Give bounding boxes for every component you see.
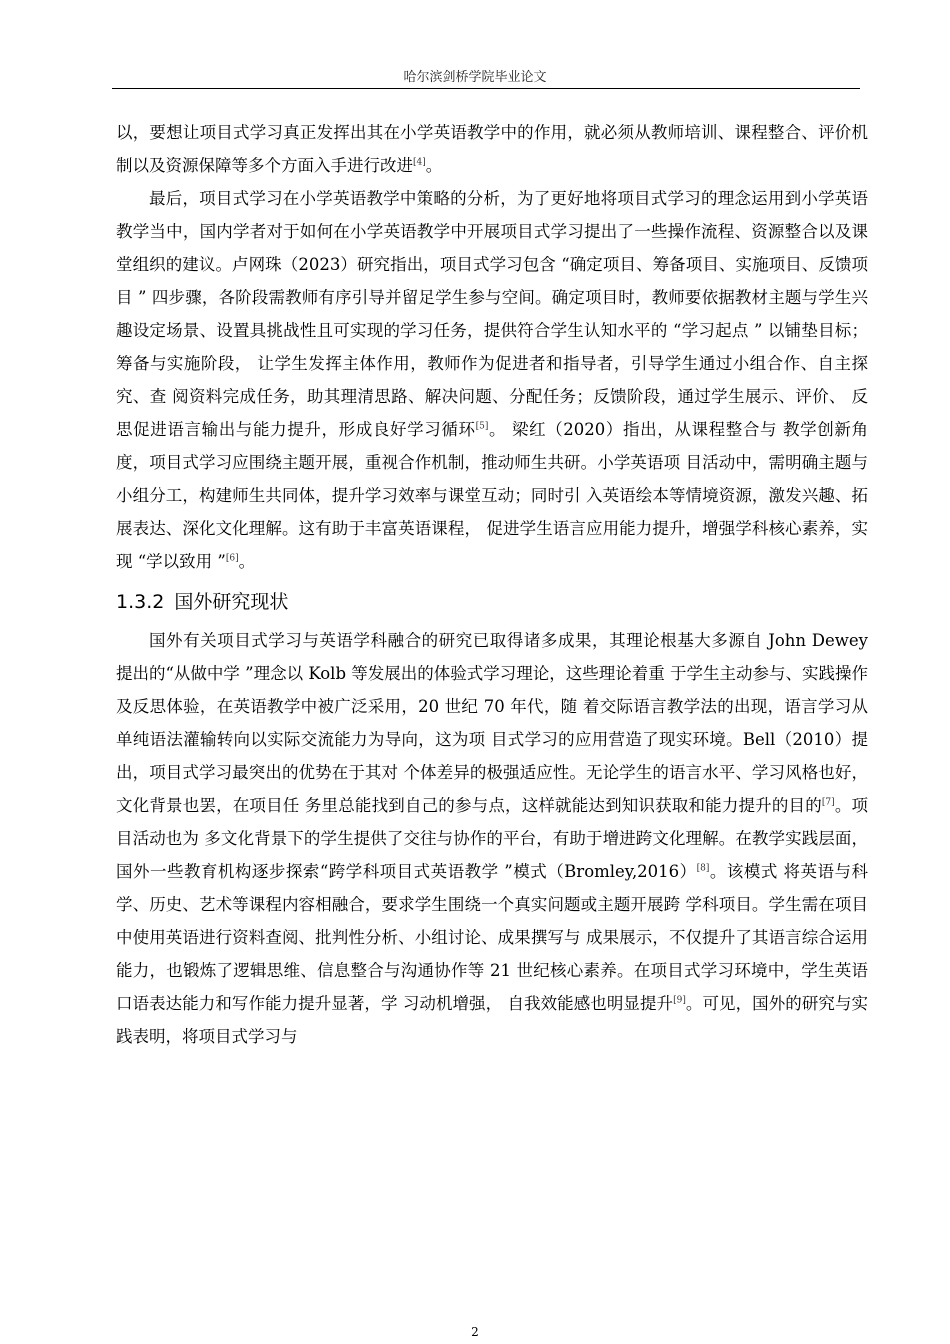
body-text [116,116,868,1053]
citation: [9] [673,995,686,1006]
paragraph-text: 最后，项目式学习在小学英语教学中策略的分析，为了更好地将项目式学习的理念运用到小学英语教学当中，国内学者对于如何在小学英语教学中开展项目式学习提出了一些操作流程、资源整合以及课堂组织的建议。卢网珠（2023）研究指出，项目式学习包含 “确定项目、筹备项目、实施项目、反馈项目 ” 四步骤，各阶段需教师有序引导并留足学生参与空间。确定项目时，教师要依据教材主题与学生兴趣设定场景、设置具挑战性且可实现的学习任务，提供符合学生认知水平的 “学习起点 ” 以铺垫目标；筹备与实施阶段， 让学生发挥主体作用，教师作为促进者和指导者，引导学生通过小组合作、自主探究、查 阅资料完成任务，助其理清思路、解决问题、分配任务；反馈阶段，通过学生展示、评价、 反思促进语言输出与能力提升，形成良好学习循环 [116,189,868,439]
paragraph-text: 。 [425,156,443,175]
paragraph-2 [116,182,868,578]
citation: [5] [475,421,489,432]
page-number: 2 [471,1325,479,1339]
citation: [7] [821,797,835,808]
paragraph-text: 。该模式 将英语与科学、历史、艺术等课程内容相融合，要求学生围绕一个真实问题或主题开展跨 学科项目。学生需在项目中使用英语进行资料查阅、批判性分析、小组讨论、成果撰写与 成果展示，不仅提升了其语言综合运用能力，也锻炼了逻辑思维、信息整合与沟通协作等 21 世纪核心素养。在项目式学习环境中，学生英语口语表达能力和写作能力提升显著，学 习动机增强， 自我效能感也明显提升 [116,862,868,1013]
paragraph-1 [116,116,868,182]
paragraph-3 [116,624,868,1053]
citation: [6] [225,553,239,564]
section-heading [116,584,868,620]
section-number: 1.3.2 [116,591,165,613]
paragraph-text: 以，要想让项目式学习真正发挥出其在小学英语教学中的作用，就必须从教师培训、课程整合、评价机制以及资源保障等多个方面入手进行改进 [116,123,868,175]
paragraph-text: 。可见，国外的研究与实践表明，将项目式学习与 [116,994,869,1046]
citation: [8] [696,863,710,874]
paragraph-text: 国外有关项目式学习与英语学科融合的研究已取得诸多成果，其理论根基大多源自 John Dewey 提出的“从做中学 ”理念以 Kolb 等发展出的体验式学习理论，这些理论着重 于学生主动参与、实践操作及反思体验，在英语教学中被广泛采用，20 世纪 70 年代，随 着交际语言教学法的出现，语言学习从单纯语法灌输转向以实际交流能力为导向，这为项 目式学习的应用营造了现实环境。Bell（2010）提出，项目式学习最突出的优势在于其对 个体差异的极强适应性。无论学生的语言水平、学习风格也好，文化背景也罢，在项目任 务里总能找到自己的参与点，这样就能达到知识获取和能力提升的目的 [116,631,869,815]
citation: [4] [413,157,426,168]
section-title: 国外研究现状 [174,591,289,613]
header-divider [112,88,860,89]
paragraph-text: 。 梁红（2020）指出，从课程整合与 教学创新角度，项目式学习应围绕主题开展，重视合作机制，推动师生共研。小学英语项 目活动中，需明确主题与小组分工，构建师生共同体，提升学习效率与课堂互动；同时引 入英语绘本等情境资源，激发兴趣、拓展表达、深化文化理解。这有助于丰富英语课程， 促进学生语言应用能力提升，增强学科核心素养，实现 “学以致用 ” [116,420,869,571]
page-header: 哈尔滨剑桥学院毕业论文 [403,70,547,85]
paragraph-text: 。 [238,552,256,571]
paragraph-text: 。项目活动也为 多文化背景下的学生提供了交往与协作的平台，有助于增进跨文化理解。在教学实践层面， 国外一些教育机构逐步探索“跨学科项目式英语教学 ”模式（Bromley,2016） [116,796,868,881]
